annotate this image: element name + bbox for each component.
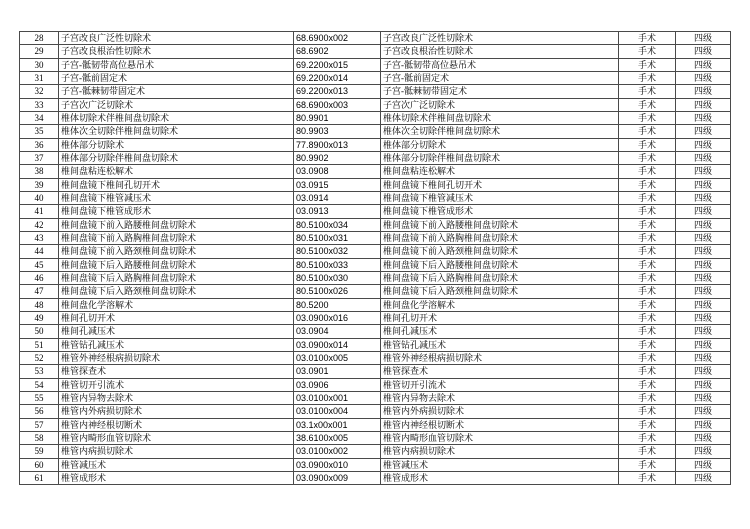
table-row [20, 365, 731, 378]
procedure-name-duplicate-cell: 椎间盘化学溶解术 [381, 298, 619, 311]
procedure-name-cell: 椎间盘镜下前入路腰椎间盘切除术 [59, 218, 294, 231]
table-row [20, 231, 731, 244]
category-cell: 手术 [619, 58, 676, 71]
procedure-name-duplicate-cell: 椎间盘镜下前入路胸椎间盘切除术 [381, 231, 619, 244]
category-cell: 手术 [619, 471, 676, 484]
procedure-name-duplicate-cell: 椎间盘镜下后入路胸椎间盘切除术 [381, 271, 619, 284]
row-number-cell: 46 [20, 271, 59, 284]
procedure-name-cell: 椎管外神经根病损切除术 [59, 351, 294, 364]
procedure-code-cell: 03.0100x004 [294, 405, 381, 418]
procedure-code-cell: 03.1x00x001 [294, 418, 381, 431]
table-row [20, 111, 731, 124]
level-cell: 四级 [676, 298, 731, 311]
procedure-name-duplicate-cell: 椎管探查术 [381, 365, 619, 378]
category-cell: 手术 [619, 405, 676, 418]
procedure-code-cell: 69.2200x014 [294, 71, 381, 84]
procedure-code-cell: 69.2200x015 [294, 58, 381, 71]
procedure-code-cell: 03.0904 [294, 325, 381, 338]
row-number-cell: 56 [20, 405, 59, 418]
table-row [20, 98, 731, 111]
procedure-name-cell: 椎管内外病损切除术 [59, 405, 294, 418]
table-row [20, 338, 731, 351]
procedure-code-cell: 80.9901 [294, 111, 381, 124]
level-cell: 四级 [676, 125, 731, 138]
procedure-name-duplicate-cell: 子宫改良根治性切除术 [381, 45, 619, 58]
row-number-cell: 36 [20, 138, 59, 151]
procedure-name-duplicate-cell: 椎管内外病损切除术 [381, 405, 619, 418]
category-cell: 手术 [619, 138, 676, 151]
table-row [20, 245, 731, 258]
category-cell: 手术 [619, 231, 676, 244]
procedure-name-duplicate-cell: 椎间盘镜下椎管成形术 [381, 205, 619, 218]
category-cell: 手术 [619, 165, 676, 178]
level-cell: 四级 [676, 205, 731, 218]
procedure-name-cell: 椎间孔切开术 [59, 311, 294, 324]
category-cell: 手术 [619, 98, 676, 111]
procedure-name-cell: 子宫-骶棘韧带固定术 [59, 85, 294, 98]
procedure-code-cell: 68.6900x003 [294, 98, 381, 111]
category-cell: 手术 [619, 32, 676, 45]
row-number-cell: 34 [20, 111, 59, 124]
procedure-code-cell: 69.2200x013 [294, 85, 381, 98]
procedure-name-cell: 子宫改良广泛性切除术 [59, 32, 294, 45]
category-cell: 手术 [619, 151, 676, 164]
procedure-name-duplicate-cell: 椎间盘镜下前入路颈椎间盘切除术 [381, 245, 619, 258]
table-row [20, 191, 731, 204]
table-row [20, 405, 731, 418]
level-cell: 四级 [676, 258, 731, 271]
table-row [20, 325, 731, 338]
level-cell: 四级 [676, 218, 731, 231]
procedure-name-duplicate-cell: 椎间盘镜下椎管减压术 [381, 191, 619, 204]
procedure-name-duplicate-cell: 子宫改良广泛性切除术 [381, 32, 619, 45]
table-row [20, 351, 731, 364]
procedure-code-cell: 80.5100x030 [294, 271, 381, 284]
row-number-cell: 49 [20, 311, 59, 324]
level-cell: 四级 [676, 285, 731, 298]
procedure-code-cell: 77.8900x013 [294, 138, 381, 151]
procedure-code-cell: 68.6900x002 [294, 32, 381, 45]
procedure-code-cell: 03.0100x005 [294, 351, 381, 364]
category-cell: 手术 [619, 111, 676, 124]
procedure-name-cell: 椎体次全切除伴椎间盘切除术 [59, 125, 294, 138]
row-number-cell: 42 [20, 218, 59, 231]
procedure-code-cell: 80.5200 [294, 298, 381, 311]
category-cell: 手术 [619, 125, 676, 138]
level-cell: 四级 [676, 365, 731, 378]
procedure-name-cell: 椎间盘镜下后入路颈椎间盘切除术 [59, 285, 294, 298]
level-cell: 四级 [676, 71, 731, 84]
procedure-name-duplicate-cell: 椎管切开引流术 [381, 378, 619, 391]
procedure-name-duplicate-cell: 椎管钻孔减压术 [381, 338, 619, 351]
row-number-cell: 59 [20, 445, 59, 458]
procedure-name-cell: 椎管钻孔减压术 [59, 338, 294, 351]
procedure-code-cell: 03.0900x014 [294, 338, 381, 351]
level-cell: 四级 [676, 325, 731, 338]
procedure-name-duplicate-cell: 椎体部分切除术 [381, 138, 619, 151]
procedure-name-duplicate-cell: 子宫-骶前固定术 [381, 71, 619, 84]
category-cell: 手术 [619, 71, 676, 84]
procedure-code-cell: 80.9903 [294, 125, 381, 138]
table-row [20, 32, 731, 45]
level-cell: 四级 [676, 445, 731, 458]
level-cell: 四级 [676, 45, 731, 58]
category-cell: 手术 [619, 258, 676, 271]
row-number-cell: 50 [20, 325, 59, 338]
procedure-table [19, 31, 731, 485]
level-cell: 四级 [676, 351, 731, 364]
category-cell: 手术 [619, 418, 676, 431]
level-cell: 四级 [676, 338, 731, 351]
table-row [20, 218, 731, 231]
procedure-name-cell: 椎体切除术伴椎间盘切除术 [59, 111, 294, 124]
procedure-name-cell: 椎管减压术 [59, 458, 294, 471]
row-number-cell: 32 [20, 85, 59, 98]
procedure-name-duplicate-cell: 椎管内神经根切断术 [381, 418, 619, 431]
row-number-cell: 45 [20, 258, 59, 271]
procedure-name-cell: 椎间盘化学溶解术 [59, 298, 294, 311]
procedure-name-cell: 椎间孔减压术 [59, 325, 294, 338]
row-number-cell: 30 [20, 58, 59, 71]
level-cell: 四级 [676, 151, 731, 164]
procedure-code-cell: 03.0901 [294, 365, 381, 378]
procedure-name-duplicate-cell: 椎体次全切除伴椎间盘切除术 [381, 125, 619, 138]
procedure-code-cell: 03.0913 [294, 205, 381, 218]
table-row [20, 378, 731, 391]
table-row [20, 431, 731, 444]
category-cell: 手术 [619, 431, 676, 444]
level-cell: 四级 [676, 271, 731, 284]
level-cell: 四级 [676, 111, 731, 124]
procedure-code-cell: 80.9902 [294, 151, 381, 164]
row-number-cell: 38 [20, 165, 59, 178]
procedure-code-cell: 68.6902 [294, 45, 381, 58]
category-cell: 手术 [619, 325, 676, 338]
row-number-cell: 33 [20, 98, 59, 111]
procedure-table-body [20, 32, 731, 485]
procedure-name-cell: 子宫改良根治性切除术 [59, 45, 294, 58]
procedure-name-cell: 椎管内病损切除术 [59, 445, 294, 458]
category-cell: 手术 [619, 205, 676, 218]
procedure-name-duplicate-cell: 椎间孔减压术 [381, 325, 619, 338]
procedure-name-duplicate-cell: 椎间盘粘连松解术 [381, 165, 619, 178]
table-row [20, 418, 731, 431]
procedure-name-cell: 椎管探查术 [59, 365, 294, 378]
level-cell: 四级 [676, 378, 731, 391]
level-cell: 四级 [676, 231, 731, 244]
procedure-name-duplicate-cell: 椎管内病损切除术 [381, 445, 619, 458]
procedure-name-cell: 椎体部分切除伴椎间盘切除术 [59, 151, 294, 164]
procedure-code-cell: 03.0900x010 [294, 458, 381, 471]
category-cell: 手术 [619, 298, 676, 311]
procedure-code-cell: 03.0100x001 [294, 391, 381, 404]
row-number-cell: 41 [20, 205, 59, 218]
category-cell: 手术 [619, 245, 676, 258]
procedure-code-cell: 80.5100x032 [294, 245, 381, 258]
procedure-name-cell: 椎管内异物去除术 [59, 391, 294, 404]
procedure-name-duplicate-cell: 椎间孔切开术 [381, 311, 619, 324]
table-row [20, 205, 731, 218]
table-row [20, 165, 731, 178]
procedure-name-cell: 子宫-骶韧带高位悬吊术 [59, 58, 294, 71]
level-cell: 四级 [676, 165, 731, 178]
procedure-name-cell: 椎体部分切除术 [59, 138, 294, 151]
procedure-code-cell: 03.0100x002 [294, 445, 381, 458]
category-cell: 手术 [619, 391, 676, 404]
row-number-cell: 44 [20, 245, 59, 258]
procedure-code-cell: 80.5100x033 [294, 258, 381, 271]
procedure-name-duplicate-cell: 子宫-骶韧带高位悬吊术 [381, 58, 619, 71]
table-row [20, 471, 731, 484]
procedure-name-cell: 椎间盘粘连松解术 [59, 165, 294, 178]
procedure-name-cell: 椎间盘镜下前入路胸椎间盘切除术 [59, 231, 294, 244]
row-number-cell: 28 [20, 32, 59, 45]
level-cell: 四级 [676, 405, 731, 418]
table-row [20, 458, 731, 471]
table-row [20, 45, 731, 58]
category-cell: 手术 [619, 178, 676, 191]
procedure-name-cell: 子宫-骶前固定术 [59, 71, 294, 84]
category-cell: 手术 [619, 458, 676, 471]
table-row [20, 178, 731, 191]
row-number-cell: 37 [20, 151, 59, 164]
procedure-name-cell: 椎管切开引流术 [59, 378, 294, 391]
row-number-cell: 61 [20, 471, 59, 484]
category-cell: 手术 [619, 191, 676, 204]
category-cell: 手术 [619, 271, 676, 284]
row-number-cell: 53 [20, 365, 59, 378]
procedure-name-duplicate-cell: 椎体切除术伴椎间盘切除术 [381, 111, 619, 124]
level-cell: 四级 [676, 458, 731, 471]
row-number-cell: 40 [20, 191, 59, 204]
category-cell: 手术 [619, 351, 676, 364]
procedure-code-cell: 03.0914 [294, 191, 381, 204]
table-row [20, 285, 731, 298]
row-number-cell: 54 [20, 378, 59, 391]
procedure-name-duplicate-cell: 椎管成形术 [381, 471, 619, 484]
procedure-name-cell: 椎间盘镜下椎间孔切开术 [59, 178, 294, 191]
procedure-name-duplicate-cell: 椎管内异物去除术 [381, 391, 619, 404]
procedure-name-cell: 椎间盘镜下后入路胸椎间盘切除术 [59, 271, 294, 284]
table-row [20, 445, 731, 458]
procedure-code-cell: 80.5100x026 [294, 285, 381, 298]
category-cell: 手术 [619, 45, 676, 58]
row-number-cell: 57 [20, 418, 59, 431]
row-number-cell: 52 [20, 351, 59, 364]
row-number-cell: 39 [20, 178, 59, 191]
category-cell: 手术 [619, 85, 676, 98]
level-cell: 四级 [676, 391, 731, 404]
category-cell: 手术 [619, 311, 676, 324]
row-number-cell: 29 [20, 45, 59, 58]
procedure-name-cell: 椎间盘镜下后入路腰椎间盘切除术 [59, 258, 294, 271]
procedure-code-cell: 03.0915 [294, 178, 381, 191]
table-row [20, 391, 731, 404]
procedure-code-cell: 80.5100x034 [294, 218, 381, 231]
procedure-code-cell: 03.0900x009 [294, 471, 381, 484]
table-row [20, 258, 731, 271]
row-number-cell: 35 [20, 125, 59, 138]
procedure-name-cell: 椎管成形术 [59, 471, 294, 484]
table-row [20, 151, 731, 164]
level-cell: 四级 [676, 32, 731, 45]
level-cell: 四级 [676, 178, 731, 191]
procedure-name-cell: 椎间盘镜下椎管成形术 [59, 205, 294, 218]
procedure-name-duplicate-cell: 子宫-骶棘韧带固定术 [381, 85, 619, 98]
level-cell: 四级 [676, 191, 731, 204]
procedure-name-duplicate-cell: 椎管减压术 [381, 458, 619, 471]
category-cell: 手术 [619, 338, 676, 351]
row-number-cell: 55 [20, 391, 59, 404]
procedure-name-duplicate-cell: 椎间盘镜下后入路腰椎间盘切除术 [381, 258, 619, 271]
procedure-code-cell: 80.5100x031 [294, 231, 381, 244]
table-row [20, 85, 731, 98]
table-row [20, 138, 731, 151]
procedure-code-cell: 03.0908 [294, 165, 381, 178]
table-row [20, 271, 731, 284]
level-cell: 四级 [676, 311, 731, 324]
level-cell: 四级 [676, 471, 731, 484]
row-number-cell: 47 [20, 285, 59, 298]
row-number-cell: 60 [20, 458, 59, 471]
document-page [19, 31, 731, 485]
level-cell: 四级 [676, 245, 731, 258]
row-number-cell: 31 [20, 71, 59, 84]
level-cell: 四级 [676, 138, 731, 151]
procedure-name-cell: 椎间盘镜下前入路颈椎间盘切除术 [59, 245, 294, 258]
category-cell: 手术 [619, 365, 676, 378]
procedure-name-cell: 椎间盘镜下椎管减压术 [59, 191, 294, 204]
procedure-name-duplicate-cell: 椎体部分切除伴椎间盘切除术 [381, 151, 619, 164]
row-number-cell: 51 [20, 338, 59, 351]
table-row [20, 125, 731, 138]
procedure-name-duplicate-cell: 椎管外神经根病损切除术 [381, 351, 619, 364]
category-cell: 手术 [619, 445, 676, 458]
procedure-name-cell: 椎管内神经根切断术 [59, 418, 294, 431]
procedure-name-duplicate-cell: 椎管内畸形血管切除术 [381, 431, 619, 444]
table-row [20, 311, 731, 324]
category-cell: 手术 [619, 218, 676, 231]
procedure-code-cell: 03.0900x016 [294, 311, 381, 324]
table-row [20, 298, 731, 311]
procedure-name-duplicate-cell: 椎间盘镜下后入路颈椎间盘切除术 [381, 285, 619, 298]
level-cell: 四级 [676, 431, 731, 444]
row-number-cell: 58 [20, 431, 59, 444]
procedure-name-duplicate-cell: 椎间盘镜下椎间孔切开术 [381, 178, 619, 191]
category-cell: 手术 [619, 285, 676, 298]
level-cell: 四级 [676, 85, 731, 98]
level-cell: 四级 [676, 98, 731, 111]
procedure-name-cell: 子宫次广泛切除术 [59, 98, 294, 111]
row-number-cell: 43 [20, 231, 59, 244]
table-row [20, 71, 731, 84]
row-number-cell: 48 [20, 298, 59, 311]
procedure-name-cell: 椎管内畸形血管切除术 [59, 431, 294, 444]
category-cell: 手术 [619, 378, 676, 391]
procedure-name-duplicate-cell: 子宫次广泛切除术 [381, 98, 619, 111]
procedure-name-duplicate-cell: 椎间盘镜下前入路腰椎间盘切除术 [381, 218, 619, 231]
level-cell: 四级 [676, 418, 731, 431]
procedure-code-cell: 03.0906 [294, 378, 381, 391]
procedure-code-cell: 38.6100x005 [294, 431, 381, 444]
table-row [20, 58, 731, 71]
level-cell: 四级 [676, 58, 731, 71]
